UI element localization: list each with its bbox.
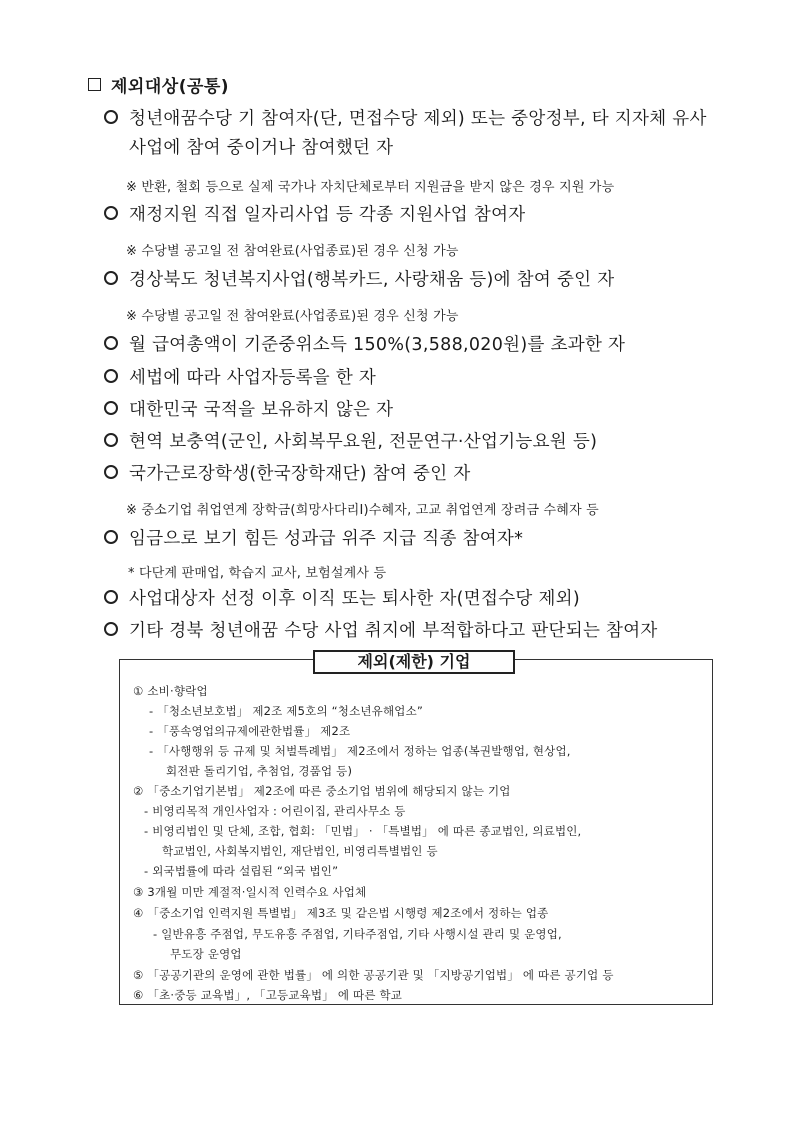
checkbox-square-icon — [88, 78, 101, 91]
exclusion-item — [104, 585, 719, 614]
exclusion-item — [104, 525, 719, 554]
circle-bullet-icon — [104, 433, 118, 447]
circle-bullet-icon — [104, 590, 118, 604]
exclusion-text: 현역 보충역(군인, 사회복무요원, 전문연구·산업기능요원 등) — [129, 432, 598, 452]
circle-bullet-icon — [104, 465, 118, 479]
box-line: ① 소비·향락업 — [133, 684, 208, 698]
circle-bullet-icon — [104, 622, 118, 636]
box-line: - 비영리법인 및 단체, 조합, 협회: 「민법」 · 「특별법」 에 따른 종교법인, 의료법인, — [144, 824, 582, 838]
box-line: ④ 「중소기업 인력지원 특별법」 제3조 및 같은법 시행령 제2조에서 정하는 업종 — [133, 906, 549, 920]
section-title: 제외대상(공통) — [111, 77, 230, 97]
exclusion-item — [104, 105, 719, 163]
box-line: 학교법인, 사회복지법인, 재단법인, 비영리특별법인 등 — [162, 844, 438, 858]
exclusion-text: 임금으로 보기 힘든 성과급 위주 지급 직종 참여자* — [129, 529, 524, 549]
box-line: - 「사행행위 등 규제 및 처벌특례법」 제2조에서 정하는 업종(복권발행업, 현상업, — [149, 744, 571, 758]
circle-bullet-icon — [104, 271, 118, 285]
exclusion-item — [104, 331, 719, 360]
exclusion-item — [104, 428, 719, 457]
section-header — [88, 72, 229, 97]
item-note: ※ 중소기업 취업연계 장학금(희망사다리Ⅰ)수혜자, 고교 취업연계 장려금 수혜자 등 — [126, 503, 599, 518]
circle-bullet-icon — [104, 401, 118, 415]
item-note: ※ 반환, 철회 등으로 실제 국가나 자치단체로부터 지원금을 받지 않은 경우 지원 가능 — [126, 180, 615, 195]
box-line: 회전판 돌리기업, 추첨업, 경품업 등) — [166, 764, 353, 778]
box-line: - 외국법률에 따라 설립된 “외국 법인” — [144, 864, 339, 878]
box-line: - 「풍속영업의규제에관한법률」 제2조 — [149, 724, 351, 738]
circle-bullet-icon — [104, 369, 118, 383]
circle-bullet-icon — [104, 336, 118, 350]
box-line: ⑤ 「공공기관의 운영에 관한 법률」 에 의한 공공기관 및 「지방공기업법」 에 따른 공기업 등 — [133, 968, 614, 982]
exclusion-item — [104, 617, 719, 646]
box-line: - 비영리목적 개인사업자 : 어린이집, 관리사무소 등 — [144, 804, 406, 818]
exclusion-item — [104, 396, 719, 425]
exclusion-text: 사업대상자 선정 이후 이직 또는 퇴사한 자(면접수당 제외) — [129, 589, 581, 609]
box-line: ③ 3개월 미만 계절적·일시적 인력수요 사업체 — [133, 885, 367, 899]
item-note: ※ 수당별 공고일 전 참여완료(사업종료)된 경우 신청 가능 — [126, 244, 459, 259]
item-note: ※ 수당별 공고일 전 참여완료(사업종료)된 경우 신청 가능 — [126, 309, 459, 324]
exclusion-text: 기타 경북 청년애꿈 수당 사업 취지에 부적합하다고 판단되는 참여자 — [129, 621, 658, 641]
box-line: ② 「중소기업기본법」 제2조에 따른 중소기업 범위에 해당되지 않는 기업 — [133, 784, 511, 798]
exclusion-item — [104, 201, 719, 230]
box-line: 무도장 운영업 — [170, 947, 242, 961]
box-title: 제외(제한) 기업 — [313, 650, 515, 674]
circle-bullet-icon — [104, 530, 118, 544]
exclusion-item — [104, 364, 719, 393]
exclusion-text: 경상북도 청년복지사업(행복카드, 사랑채움 등)에 참여 중인 자 — [129, 270, 615, 290]
exclusion-text: 대한민국 국적을 보유하지 않은 자 — [129, 400, 394, 420]
exclusion-text: 청년애꿈수당 기 참여자(단, 면접수당 제외) 또는 중앙정부, 타 지자체 유사사업에 참여 중이거나 참여했던 자 — [129, 109, 707, 158]
box-line: ⑥ 「초·중등 교육법」, 「고등교육법」 에 따른 학교 — [133, 988, 403, 1002]
circle-bullet-icon — [104, 110, 118, 124]
box-line: - 「청소년보호법」 제2조 제5호의 “청소년유해업소” — [149, 704, 424, 718]
exclusion-item — [104, 460, 719, 489]
circle-bullet-icon — [104, 206, 118, 220]
box-line: - 일반유흥 주점업, 무도유흥 주점업, 기타주점업, 기타 사행시설 관리 및 운영업, — [153, 927, 562, 941]
exclusion-text: 월 급여총액이 기준중위소득 150%(3,588,020원)를 초과한 자 — [129, 335, 626, 355]
exclusion-item — [104, 266, 719, 295]
exclusion-text: 국가근로장학생(한국장학재단) 참여 중인 자 — [129, 464, 471, 484]
item-note: * 다단계 판매업, 학습지 교사, 보험설계사 등 — [128, 566, 387, 581]
exclusion-text: 세법에 따라 사업자등록을 한 자 — [129, 368, 377, 388]
exclusion-text: 재정지원 직접 일자리사업 등 각종 지원사업 참여자 — [129, 205, 526, 225]
